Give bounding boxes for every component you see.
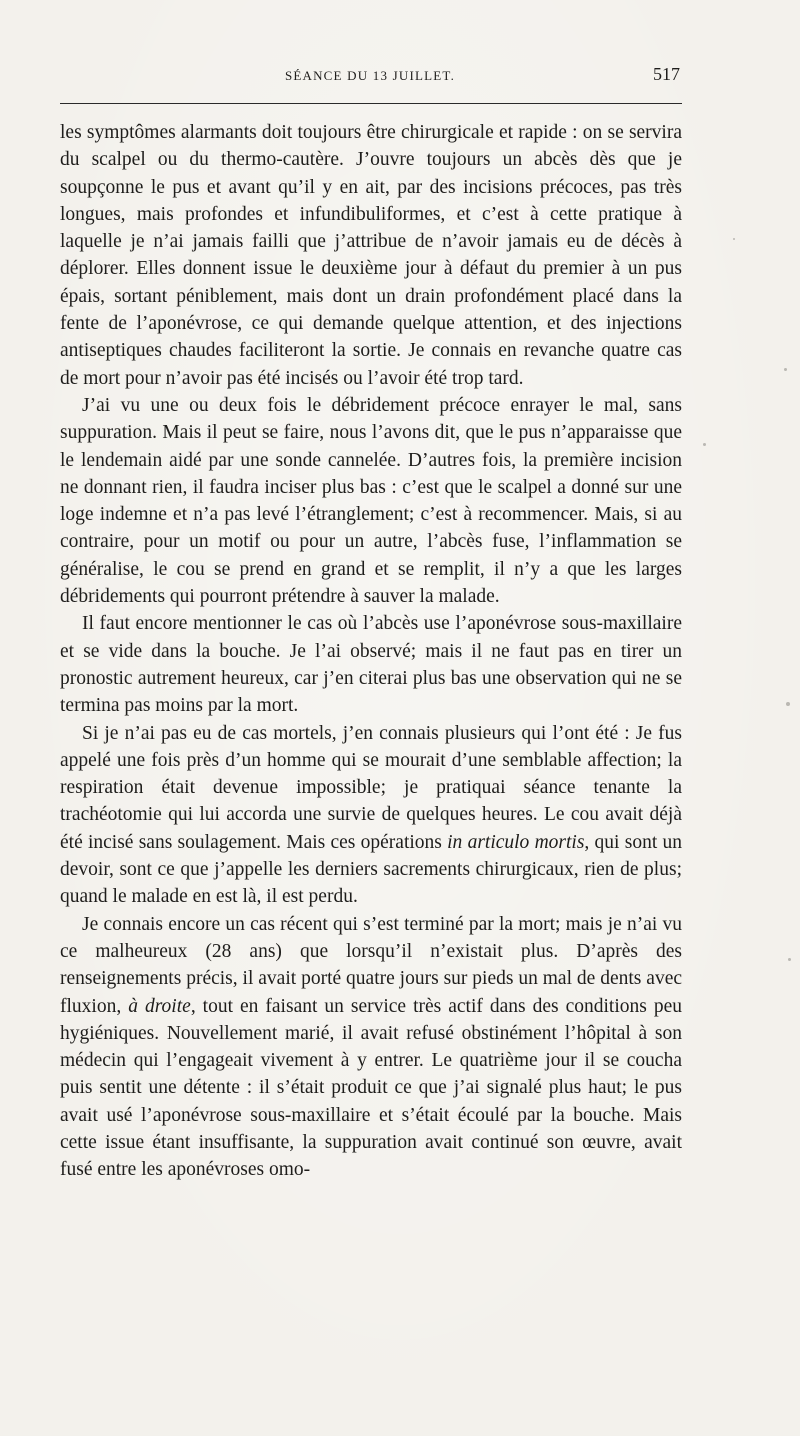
text-run: , qui sont un devoir, sont ce que j’appelle les derniers sacrements chirurgicaux, rien de plus; quand le malade en est là, il est perdu. bbox=[60, 831, 682, 908]
paragraph bbox=[60, 911, 682, 1184]
scan-speck bbox=[703, 443, 706, 446]
scan-speck bbox=[786, 702, 790, 706]
paragraph bbox=[60, 119, 682, 392]
text-run: Je connais encore un cas récent qui s’est terminé par la mort; mais je n’ai vu ce malheureux (28 ans) que lorsqu’il n’existait plus. D’après des renseignements précis, il avait porté quatre jours sur pieds un mal de dents avec fluxion, bbox=[60, 913, 682, 1017]
scan-speck bbox=[733, 238, 735, 240]
italic-phrase: à droite bbox=[128, 995, 191, 1017]
paragraph bbox=[60, 720, 682, 911]
paragraph bbox=[60, 610, 682, 719]
scan-speck bbox=[784, 368, 787, 371]
body-text bbox=[60, 119, 682, 1184]
text-run: J’ai vu une ou deux fois le débridement précoce enrayer le mal, sans suppuration. Mais il peut se faire, nous l’avons dit, que le pus n’apparaisse que le lendemain aidé par une sonde cannelée. D’autres fois, la première incision ne donnant rien, il faudra inciser plus bas : c’est que le scalpel a donné sur une loge indemne et n’a pas levé l’étranglement; c’est à recommencer. Mais, si au contraire, pour un motif ou pour un autre, l’abcès fuse, l’inflammation se généralise, le cou se prend en grand et se remplit, il n’y a que les larges débridements qui pourront prétendre à sauver la malade. bbox=[60, 394, 682, 608]
paragraph bbox=[60, 392, 682, 610]
page-number: 517 bbox=[653, 64, 680, 84]
text-run: les symptômes alarmants doit toujours être chirurgicale et rapide : on se servira du scalpel ou du thermo-cautère. J’ouvre toujours un abcès dès que je soupçonne le pus et avant qu’il y en ait, par des incisions précoces, pas très longues, mais profondes et infundibuliformes, et c’est à cette pratique à laquelle je n’ai jamais failli que j’attribue de n’avoir jamais eu de décès à déplorer. Elles donnent issue le deuxième jour à défaut du premier à un pus épais, sortant péniblement, mais dont un drain profondément placé dans la fente de l’aponévrose, ce qui demande quelque attention, et des injections antiseptiques chaudes faciliteront la sortie. Je connais en revanche quatre cas de mort pour n’avoir pas été incisés ou l’avoir été trop tard. bbox=[60, 122, 682, 389]
running-head bbox=[60, 64, 680, 86]
running-title: SÉANCE DU 13 JUILLET. bbox=[284, 68, 456, 83]
header-rule bbox=[60, 103, 682, 104]
text-run: , tout en faisant un service très actif dans des conditions peu hygiéniques. Nouvellement marié, il avait refusé obstinément l’hôpital à son médecin qui l’engageait vivement à y entrer. Le quatrième jour il se coucha puis sentit une détente : il s’était produit ce que j’ai signalé plus haut; le pus avait usé l’aponévrose sous-maxillaire et s’était écoulé par la bouche. Mais cette issue étant insuffisante, la suppuration avait continué son œuvre, avait fusé entre les aponévroses omo- bbox=[60, 995, 682, 1181]
scan-speck bbox=[788, 958, 791, 961]
italic-phrase: in articulo mortis bbox=[447, 831, 585, 853]
text-run: Il faut encore mentionner le cas où l’abcès use l’aponévrose sous-maxillaire et se vide dans la bouche. Je l’ai observé; mais il ne faut pas en tirer un pronostic autrement heureux, car j’en citerai plus bas une observation qui ne se termina pas moins par la mort. bbox=[60, 613, 682, 717]
text-run: Si je n’ai pas eu de cas mortels, j’en connais plusieurs qui l’ont été : Je fus appelé une fois près d’un homme qui se mourait d’une semblable affection; la respiration était devenue impossible; je pratiquai séance tenante la trachéotomie qui lui accorda une survie de quelques heures. Le cou avait déjà été incisé sans soulagement. Mais ces opérations bbox=[60, 722, 682, 853]
